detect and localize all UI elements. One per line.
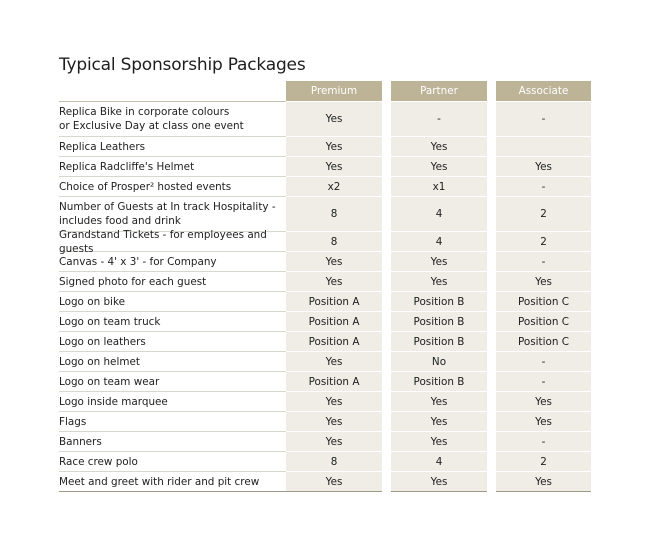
row-label: Meet and greet with rider and pit crew <box>59 472 286 492</box>
row-label: Signed photo for each guest <box>59 272 286 292</box>
row-label: Logo on leathers <box>59 332 286 352</box>
column-gap <box>382 452 391 472</box>
cell-premium: 8 <box>286 232 382 252</box>
cell-premium: 8 <box>286 452 382 472</box>
cell-premium: Yes <box>286 472 382 492</box>
cell-premium: Yes <box>286 392 382 412</box>
cell-partner: Position B <box>391 292 487 312</box>
row-label: Logo on team truck <box>59 312 286 332</box>
row-label: Choice of Prosper² hosted events <box>59 177 286 197</box>
cell-associate: - <box>496 177 591 197</box>
cell-associate: - <box>496 102 591 137</box>
column-gap <box>382 157 391 177</box>
column-gap <box>487 252 496 272</box>
cell-partner: Yes <box>391 472 487 492</box>
cell-partner: Position B <box>391 332 487 352</box>
cell-associate: 2 <box>496 452 591 472</box>
column-gap <box>382 272 391 292</box>
cell-premium: Position A <box>286 292 382 312</box>
column-gap <box>382 81 391 102</box>
cell-premium: Yes <box>286 272 382 292</box>
column-gap <box>487 272 496 292</box>
column-gap <box>487 292 496 312</box>
column-gap <box>487 392 496 412</box>
cell-associate: - <box>496 372 591 392</box>
cell-associate: - <box>496 352 591 372</box>
row-label: Logo on team wear <box>59 372 286 392</box>
column-gap <box>382 292 391 312</box>
column-gap <box>487 137 496 157</box>
cell-associate <box>496 137 591 157</box>
cell-associate: Yes <box>496 272 591 292</box>
cell-associate: Position C <box>496 292 591 312</box>
cell-associate: Position C <box>496 312 591 332</box>
cell-partner: Yes <box>391 432 487 452</box>
cell-partner: Yes <box>391 157 487 177</box>
column-header-partner: Partner <box>391 81 487 101</box>
cell-partner: Position B <box>391 312 487 332</box>
cell-premium: Yes <box>286 432 382 452</box>
cell-associate: Position C <box>496 332 591 352</box>
cell-premium: Position A <box>286 372 382 392</box>
column-gap <box>487 432 496 452</box>
column-gap <box>487 352 496 372</box>
column-gap <box>487 197 496 232</box>
column-gap <box>382 432 391 452</box>
cell-premium: Position A <box>286 332 382 352</box>
column-gap <box>487 372 496 392</box>
column-gap <box>487 332 496 352</box>
column-header-associate: Associate <box>496 81 591 101</box>
cell-premium: Yes <box>286 252 382 272</box>
column-gap <box>382 102 391 137</box>
row-label: Flags <box>59 412 286 432</box>
cell-premium: Yes <box>286 412 382 432</box>
column-gap <box>382 232 391 252</box>
column-gap <box>487 102 496 137</box>
column-gap <box>382 352 391 372</box>
row-label: Logo on bike <box>59 292 286 312</box>
column-gap <box>487 312 496 332</box>
cell-associate: Yes <box>496 412 591 432</box>
cell-partner: Yes <box>391 272 487 292</box>
header-spacer <box>59 81 286 102</box>
cell-partner: Position B <box>391 372 487 392</box>
row-label: Replica Leathers <box>59 137 286 157</box>
column-gap <box>487 412 496 432</box>
column-gap <box>382 372 391 392</box>
row-label: Canvas - 4' x 3' - for Company <box>59 252 286 272</box>
column-gap <box>382 412 391 432</box>
cell-premium: Yes <box>286 137 382 157</box>
column-gap <box>382 197 391 232</box>
cell-partner: 4 <box>391 232 487 252</box>
column-header-premium: Premium <box>286 81 382 101</box>
column-gap <box>487 81 496 102</box>
column-gap <box>487 452 496 472</box>
column-gap <box>382 137 391 157</box>
column-gap <box>382 312 391 332</box>
page-title: Typical Sponsorship Packages <box>59 55 306 75</box>
column-gap <box>382 252 391 272</box>
column-gap <box>487 472 496 492</box>
cell-premium: x2 <box>286 177 382 197</box>
row-label: Number of Guests at In track Hospitality - includes food and drink <box>59 197 286 232</box>
row-label: Replica Radcliffe's Helmet <box>59 157 286 177</box>
row-label: Grandstand Tickets - for employees and guests <box>59 232 286 252</box>
cell-associate: - <box>496 432 591 452</box>
column-gap <box>382 472 391 492</box>
cell-associate: 2 <box>496 197 591 232</box>
cell-associate: Yes <box>496 472 591 492</box>
cell-associate: - <box>496 252 591 272</box>
column-gap <box>382 392 391 412</box>
column-gap <box>487 177 496 197</box>
cell-premium: Yes <box>286 352 382 372</box>
column-gap <box>487 232 496 252</box>
row-label: Logo on helmet <box>59 352 286 372</box>
cell-partner: Yes <box>391 137 487 157</box>
cell-partner: Yes <box>391 392 487 412</box>
cell-premium: Position A <box>286 312 382 332</box>
cell-premium: Yes <box>286 157 382 177</box>
cell-partner: - <box>391 102 487 137</box>
cell-associate: Yes <box>496 157 591 177</box>
cell-associate: Yes <box>496 392 591 412</box>
sponsorship-table <box>59 81 591 492</box>
row-label: Logo inside marquee <box>59 392 286 412</box>
cell-partner: 4 <box>391 452 487 472</box>
row-label: Replica Bike in corporate colours or Exclusive Day at class one event <box>59 102 286 137</box>
cell-partner: Yes <box>391 252 487 272</box>
row-label: Banners <box>59 432 286 452</box>
column-gap <box>382 177 391 197</box>
cell-partner: 4 <box>391 197 487 232</box>
column-gap <box>382 332 391 352</box>
cell-premium: Yes <box>286 102 382 137</box>
cell-partner: No <box>391 352 487 372</box>
column-gap <box>487 157 496 177</box>
cell-partner: Yes <box>391 412 487 432</box>
cell-associate: 2 <box>496 232 591 252</box>
cell-partner: x1 <box>391 177 487 197</box>
cell-premium: 8 <box>286 197 382 232</box>
row-label: Race crew polo <box>59 452 286 472</box>
